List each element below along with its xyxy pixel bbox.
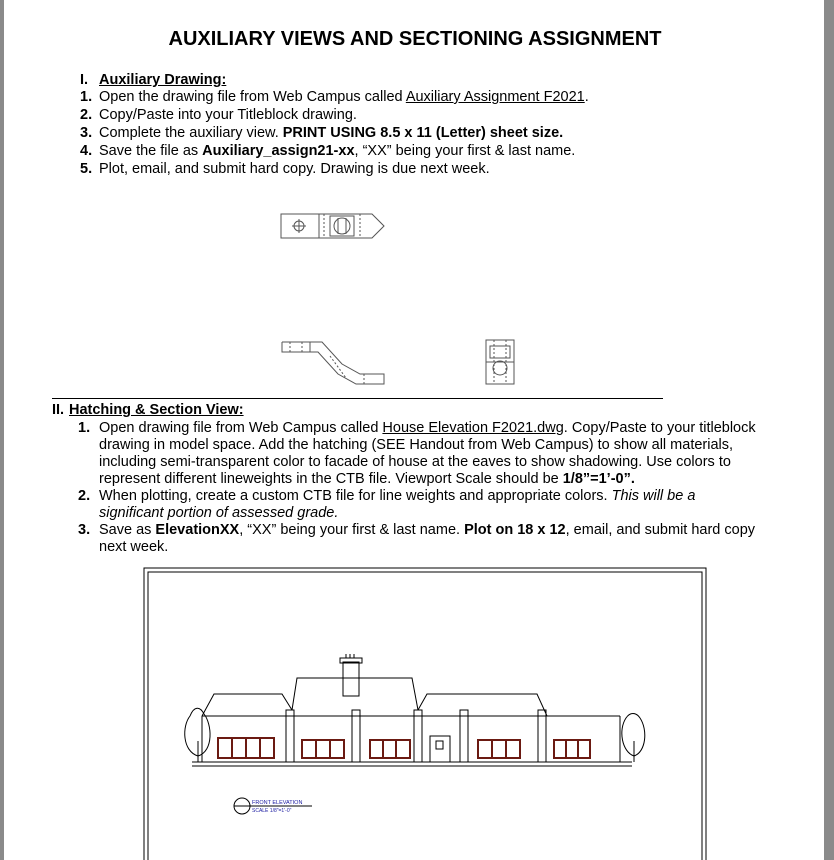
s2-item1-line3: including semi-transparent color to facade of house at the eaves to show shadowing. Use colors to xyxy=(99,454,731,470)
s2-item1-line1 xyxy=(99,420,756,437)
s2-item1-line4 xyxy=(99,471,635,488)
house-elevation-drawing xyxy=(142,566,708,860)
s2-item2-num: 2. xyxy=(78,488,91,504)
section2-heading: Hatching & Section View: xyxy=(69,402,244,418)
s2-item1-post: . Copy/Paste to your titleblock xyxy=(563,420,756,436)
s1-item3-bold: PRINT USING 8.5 x 11 (Letter) sheet size. xyxy=(282,125,564,141)
s2-item3-bold1: ElevationXX xyxy=(155,522,240,538)
s1-item2-num: 2. xyxy=(80,107,93,123)
section1-numeral: I. xyxy=(80,72,89,88)
document-page xyxy=(4,0,824,860)
s1-item1 xyxy=(99,89,589,106)
s2-item1-line4-text: represent different lineweights in the CTB file. Viewport Scale should be xyxy=(99,471,563,487)
s1-item4-bold: Auxiliary_assign21-xx xyxy=(202,143,355,159)
s1-item4-post: , “XX” being your first & last name. xyxy=(354,143,576,159)
s2-item2-line1 xyxy=(99,488,695,505)
s1-item4 xyxy=(99,143,575,160)
s2-item1-num: 1. xyxy=(78,420,91,436)
s2-item3-line1 xyxy=(99,522,755,539)
s1-item1-num: 1. xyxy=(80,89,93,105)
s1-item5: Plot, email, and submit hard copy. Drawing is due next week. xyxy=(99,161,490,177)
s2-item3-line2: next week. xyxy=(99,539,169,555)
s2-item1-line2: drawing in model space. Add the hatching (SEE Handout from Web Campus) to show all materials, xyxy=(99,437,734,453)
s1-item2: Copy/Paste into your Titleblock drawing. xyxy=(99,107,357,123)
auxiliary-front-view xyxy=(280,334,392,388)
s2-item2-italic: This will be a xyxy=(611,488,696,504)
s1-item4-num: 4. xyxy=(80,143,93,159)
elevation-scale-label: SCALE 1/8"=1'-0" xyxy=(252,808,292,814)
s1-item1-post: . xyxy=(584,89,589,105)
s1-item3-text: Complete the auxiliary view. xyxy=(99,125,283,141)
s2-item3-num: 3. xyxy=(78,522,91,538)
auxiliary-side-view xyxy=(482,338,518,386)
s1-item4-text: Save the file as xyxy=(99,143,203,159)
s2-item1-text: Open drawing file from Web Campus called xyxy=(99,420,383,436)
s2-item2-text: When plotting, create a custom CTB file for line weights and appropriate colors. xyxy=(99,488,612,504)
auxiliary-file-link[interactable]: Auxiliary Assignment F2021 xyxy=(405,89,585,105)
section-divider xyxy=(52,398,663,399)
page-title: AUXILIARY VIEWS AND SECTIONING ASSIGNMENT xyxy=(168,28,662,50)
s1-item3 xyxy=(99,125,563,142)
house-elevation-file-link[interactable]: House Elevation F2021.dwg xyxy=(382,420,564,436)
s2-item3-text: Save as xyxy=(99,522,156,538)
s2-item3-post: , email, and submit hard copy xyxy=(565,522,756,538)
s2-item3-bold2: Plot on 18 x 12 xyxy=(464,522,566,538)
viewport-scale: 1/8”=1’-0”. xyxy=(562,471,635,487)
s1-item3-num: 3. xyxy=(80,125,93,141)
elevation-title-label: FRONT ELEVATION xyxy=(252,800,303,806)
s2-item2-line2: significant portion of assessed grade. xyxy=(99,505,339,521)
auxiliary-top-view xyxy=(280,210,390,242)
section1-heading: Auxiliary Drawing: xyxy=(99,72,227,88)
s2-item3-mid: , “XX” being your first & last name. xyxy=(239,522,465,538)
section2-numeral: II. xyxy=(52,402,65,418)
s1-item5-num: 5. xyxy=(80,161,93,177)
s1-item1-text: Open the drawing file from Web Campus called xyxy=(99,89,406,105)
